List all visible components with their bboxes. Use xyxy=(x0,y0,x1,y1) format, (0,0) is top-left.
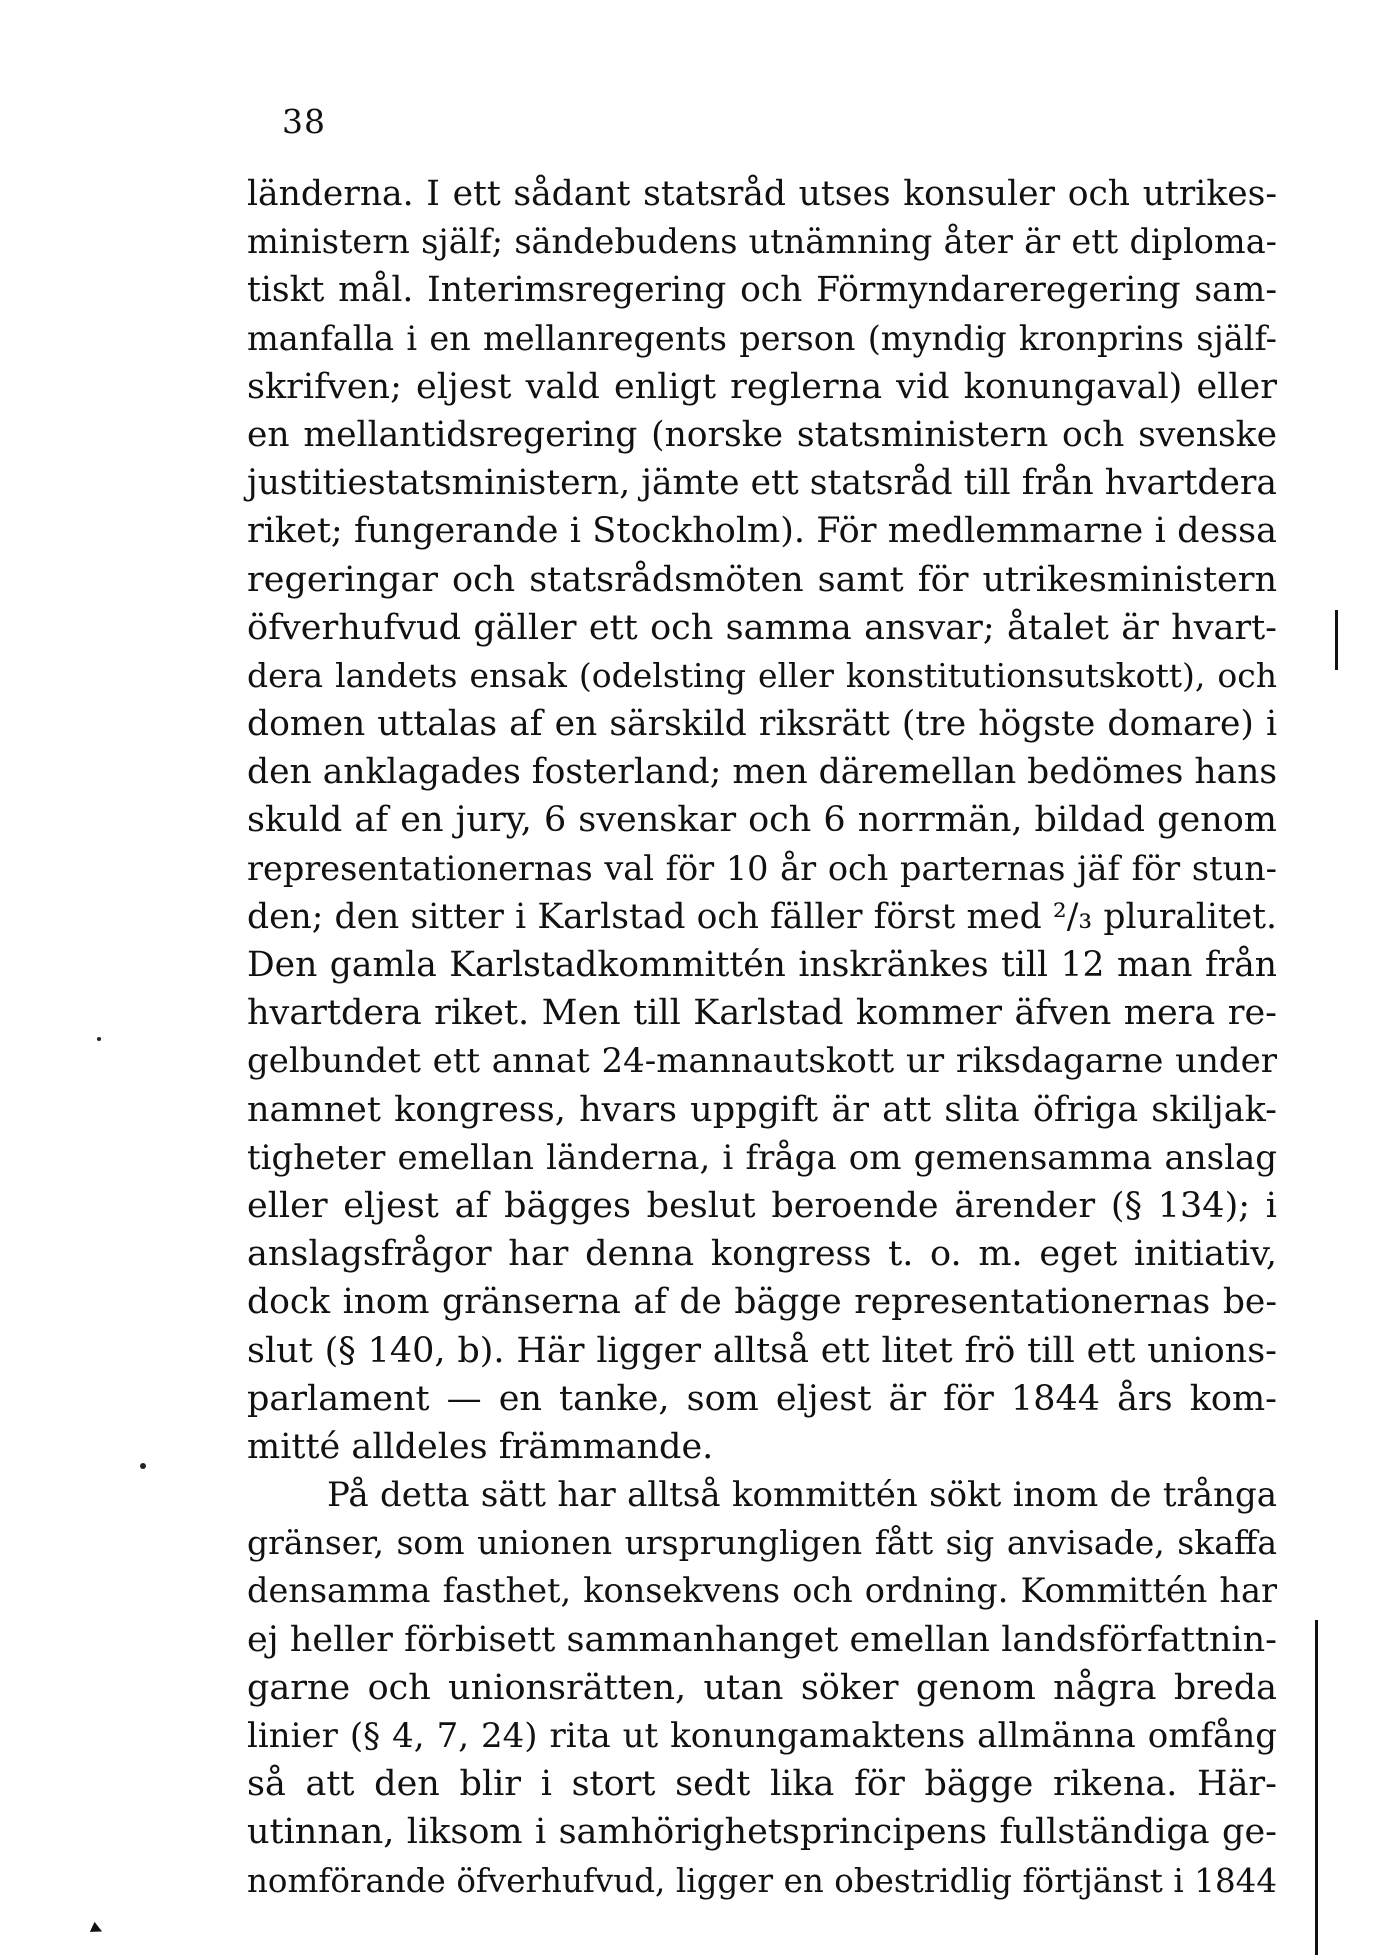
text-line: länderna. I ett sådant statsråd utses konsuler och utrikes- xyxy=(247,174,1277,214)
text-line: manfalla i en mellanregents person (myndig kronprins själf- xyxy=(247,318,1277,358)
text-line: garne och unionsrätten, utan söker genom några breda xyxy=(247,1667,1277,1708)
text-line: gränser, som unionen ursprungligen fått sig anvisade, skaffa xyxy=(247,1523,1277,1563)
text-line: ej heller förbisett sammanhanget emellan landsförfattnin- xyxy=(247,1619,1277,1660)
text-line: eller eljest af bägges beslut beroende ärender (§ 134); i xyxy=(247,1185,1277,1226)
text-line: skuld af en jury, 6 svenskar och 6 norrmän, bildad genom xyxy=(247,800,1277,841)
text-line: regeringar och statsrådsmöten samt för utrikesministern xyxy=(247,559,1277,600)
text-line: representationernas val för 10 år och parternas jäf för stun- xyxy=(247,848,1277,888)
margin-mark xyxy=(1315,1620,1318,1955)
ink-speck xyxy=(140,1463,146,1469)
text-line: parlament — en tanke, som eljest är för 1844 års kom- xyxy=(247,1378,1277,1419)
paragraph-end-line: mitté alldeles främmande. xyxy=(247,1426,714,1467)
page-number: 38 xyxy=(282,102,326,141)
text-line: skrifven; eljest vald enligt reglerna vid konungaval) eller xyxy=(247,366,1277,407)
text-line: linier (§ 4, 7, 24) rita ut konungamaktens allmänna omfång xyxy=(247,1716,1277,1756)
text-line: den anklagades fosterland; men däremellan bedömes hans xyxy=(247,752,1278,793)
text-line: gelbundet ett annat 24-mannautskott ur riksdagarne under xyxy=(247,1041,1277,1082)
text-line: namnet kongress, hvars uppgift är att slita öfriga skiljak- xyxy=(247,1089,1277,1130)
text-line: justitiestatsministern, jämte ett statsråd till från hvartdera xyxy=(247,463,1277,504)
text-line: en mellantidsregering (norske statsministern och svenske xyxy=(247,414,1277,455)
text-line: slut (§ 140, b). Här ligger alltså ett litet frö till ett unions- xyxy=(247,1330,1277,1371)
text-line: hvartdera riket. Men till Karlstad kommer äfven mera re- xyxy=(247,993,1277,1034)
text-line: riket; fungerande i Stockholm). För medlemmarne i dessa xyxy=(247,511,1277,552)
margin-mark xyxy=(1335,610,1338,670)
paragraph-start-line: På detta sätt har alltså kommittén sökt inom de trånga xyxy=(327,1475,1277,1516)
corner-ink-mark: ▸ xyxy=(87,1914,108,1943)
text-line: densamma fasthet, konsekvens och ordning. Kommittén har xyxy=(247,1571,1277,1611)
text-line: dock inom gränserna af de bägge representationernas be- xyxy=(247,1282,1277,1323)
text-line: den; den sitter i Karlstad och fäller först med ²/₃ pluralitet. xyxy=(247,896,1277,937)
text-line: nomförande öfverhufvud, ligger en obestridlig förtjänst i 1844 xyxy=(247,1861,1277,1900)
text-line: ministern själf; sändebudens utnämning åter är ett diploma- xyxy=(247,222,1277,262)
text-line: domen uttalas af en särskild riksrätt (tre högste domare) i xyxy=(247,704,1277,745)
ink-speck xyxy=(97,1037,101,1041)
text-line: Den gamla Karlstadkommittén inskränkes till 12 man från xyxy=(247,945,1277,985)
text-line: dera landets ensak (odelsting eller konstitutionsutskott), och xyxy=(247,655,1277,695)
text-line: tigheter emellan länderna, i fråga om gemensamma anslag xyxy=(247,1137,1277,1178)
text-line: utinnan, liksom i samhörighetsprincipens fullständiga ge- xyxy=(247,1812,1277,1853)
text-line: öfverhufvud gäller ett och samma ansvar; åtalet är hvart- xyxy=(247,607,1277,648)
text-line: så att den blir i stort sedt lika för bägge rikena. Här- xyxy=(247,1764,1277,1805)
text-line: anslagsfrågor har denna kongress t. o. m. eget initiativ, xyxy=(247,1234,1277,1275)
text-line: tiskt mål. Interimsregering och Förmyndareregering sam- xyxy=(247,270,1277,311)
body-text xyxy=(247,170,1277,1905)
